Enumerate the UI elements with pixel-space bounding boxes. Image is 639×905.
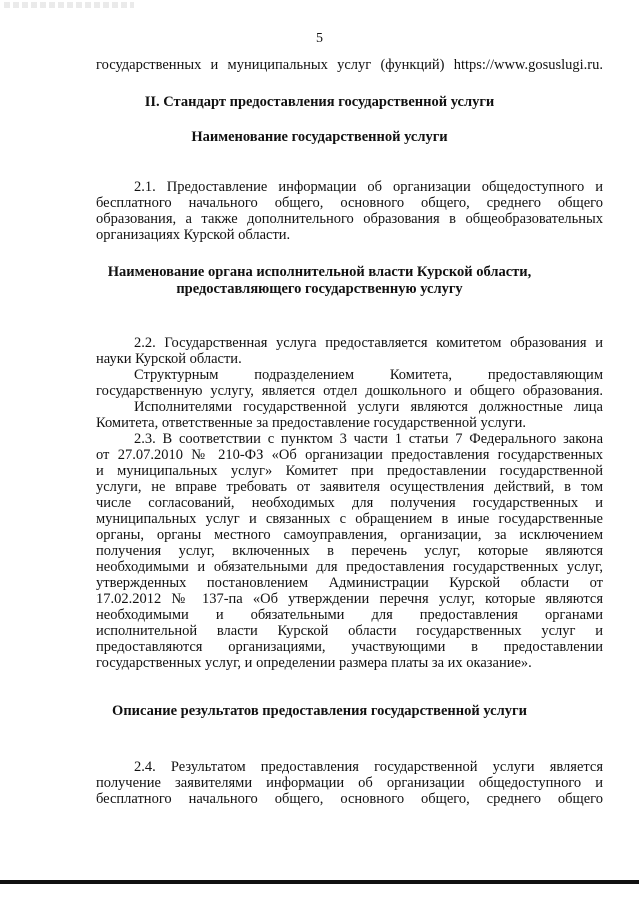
text-line: Комитета, ответственные за предоставление государственной услуги. <box>96 415 527 431</box>
scan-artifact <box>4 2 134 8</box>
heading-authority-line-2: предоставляющего государственную услугу <box>176 281 463 297</box>
text-line: бесплатного начального общего, основного общего, среднего общего <box>96 791 603 807</box>
text-line: 2.1. Предоставление информации об организации общедоступного и <box>134 179 603 195</box>
text-line: от 27.07.2010 № 210-ФЗ «Об организации предоставления государственных <box>96 447 603 463</box>
text-line: утвержденных постановлением Администрации Курской области от <box>96 575 603 591</box>
text-line: государственную услугу, является отдел дошкольного и общего образования. <box>96 383 603 399</box>
text-line: предоставляются организациями, участвующими в предоставлении <box>96 639 603 655</box>
text-line: государственных услуг, и определении размера платы за их оказание». <box>96 655 532 671</box>
heading-results: Описание результатов предоставления государственной услуги <box>112 703 527 719</box>
heading-authority-line-1: Наименование органа исполнительной власти Курской области, <box>107 264 532 280</box>
page-number: 5 <box>316 31 323 46</box>
text-line: органы, органы местного самоуправления, организации, за исключением <box>96 527 603 543</box>
text-line: Структурным подразделением Комитета, предоставляющим <box>134 367 603 383</box>
text-line: бесплатного начального общего, основного общего, среднего общего <box>96 195 603 211</box>
text-line: 2.2. Государственная услуга предоставляется комитетом образования и <box>134 335 603 351</box>
text-line: 17.02.2012 № 137-па «Об утверждении перечня услуг, которые являются <box>96 591 603 607</box>
text-line: образования, а также дополнительного образования в общеобразовательных <box>96 211 603 227</box>
heading-service-name: Наименование государственной услуги <box>191 129 448 145</box>
text-line: исполнительной власти Курской области государственных услуг и <box>96 623 603 639</box>
text-line: числе согласований, необходимых для получения государственных и <box>96 495 603 511</box>
section-title: II. Стандарт предоставления государственной услуги <box>144 94 495 110</box>
top-line: государственных и муниципальных услуг (функций) https://www.gosuslugi.ru. <box>96 57 603 73</box>
text-line: получения услуг, включенных в перечень услуг, которые являются <box>96 543 603 559</box>
text-line: муниципальных услуг и связанных с обращением в иные государственные <box>96 511 603 527</box>
text-line: науки Курской области. <box>96 351 242 367</box>
text-line: и муниципальных услуг» Комитет при предоставлении государственной <box>96 463 603 479</box>
text-line: 2.4. Результатом предоставления государственной услуги является <box>134 759 603 775</box>
text-line: организациях Курской области. <box>96 227 291 243</box>
text-line: необходимыми и обязательными для предоставления органами <box>96 607 603 623</box>
text-line: 2.3. В соответствии с пунктом 3 части 1 статьи 7 Федерального закона <box>134 431 603 447</box>
text-line: получение заявителями информации об организации общедоступного и <box>96 775 603 791</box>
text-line: Исполнителями государственной услуги являются должностные лица <box>134 399 603 415</box>
scan-bottom-border <box>0 880 639 884</box>
text-line: необходимыми и обязательными для предоставления государственных услуг, <box>96 559 603 575</box>
text-line: услуги, не вправе требовать от заявителя осуществления действий, в том <box>96 479 603 495</box>
